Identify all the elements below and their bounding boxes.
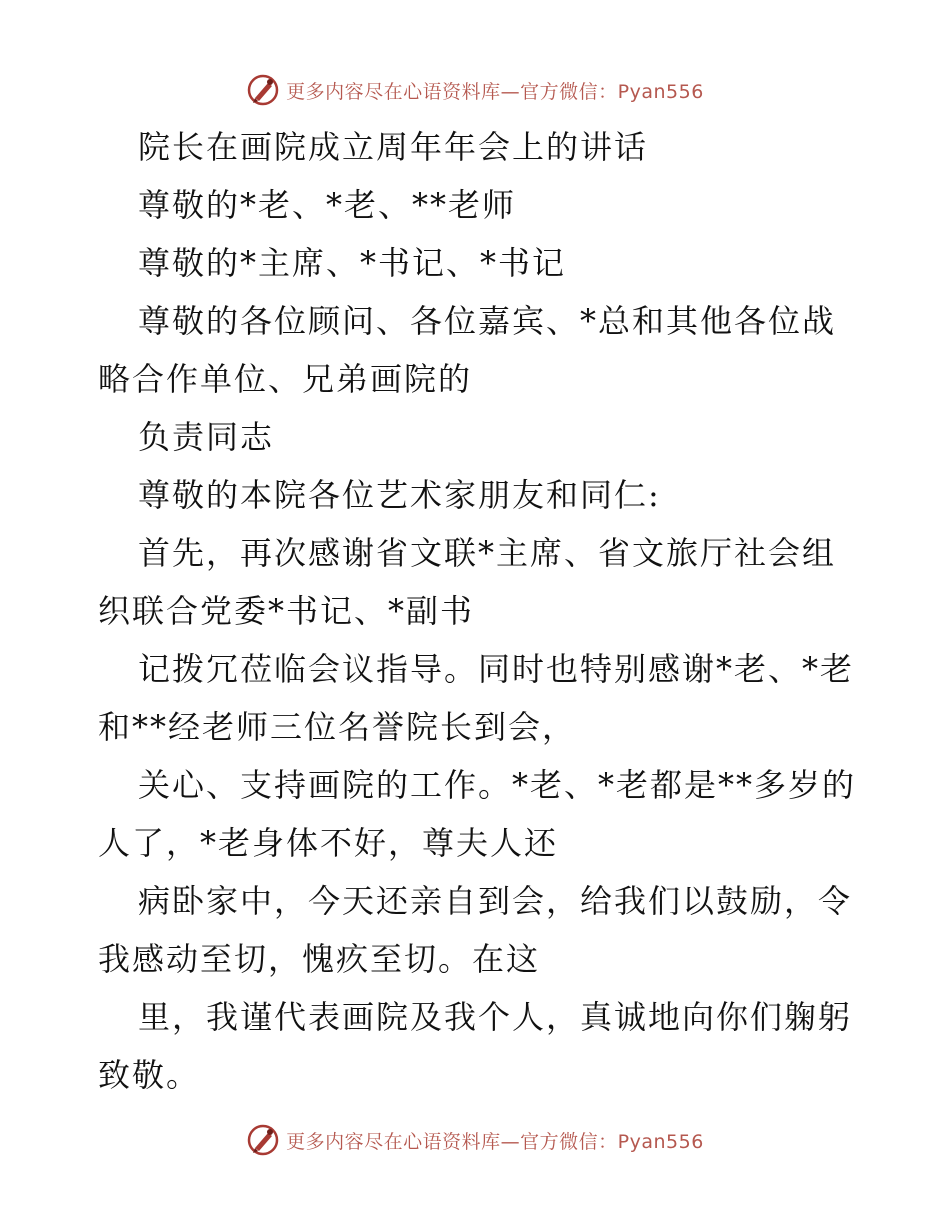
- watermark-text: 更多内容尽在心语资料库—官方微信：Pyan556: [286, 80, 704, 103]
- footer-watermark: [0, 1120, 950, 1160]
- document-body: [98, 118, 858, 1104]
- paragraph: 病卧家中，今天还亲自到会，给我们以鼓励，令我感动至切，愧疚至切。在这: [98, 882, 853, 978]
- paragraph: 首先，再次感谢省文联*主席、省文旅厅社会组织联合党委*书记、*副书: [98, 534, 837, 630]
- pen-logo-icon: [246, 1123, 280, 1157]
- paragraph: 尊敬的各位顾问、各位嘉宾、*总和其他各位战略合作单位、兄弟画院的: [98, 302, 837, 398]
- document-title: 院长在画院成立周年年会上的讲话: [138, 128, 649, 166]
- pen-logo-icon: [246, 73, 280, 107]
- paragraph: 尊敬的*老、*老、**老师: [138, 186, 517, 224]
- paragraph: 记拨冗莅临会议指导。同时也特别感谢*老、*老和**经老师三位名誉院长到会，: [98, 650, 855, 746]
- paragraph: 尊敬的*主席、*书记、*书记: [138, 244, 567, 282]
- paragraph: 里，我谨代表画院及我个人，真诚地向你们躹躬致敬。: [98, 998, 853, 1094]
- watermark-text: 更多内容尽在心语资料库—官方微信：Pyan556: [286, 1130, 704, 1153]
- paragraph: 关心、支持画院的工作。*老、*老都是**多岁的人了，*老身体不好，尊夫人还: [98, 766, 857, 862]
- header-watermark: [0, 70, 950, 110]
- paragraph: 负责同志: [138, 418, 275, 456]
- paragraph: 尊敬的本院各位艺术家朋友和同仁:: [138, 476, 661, 514]
